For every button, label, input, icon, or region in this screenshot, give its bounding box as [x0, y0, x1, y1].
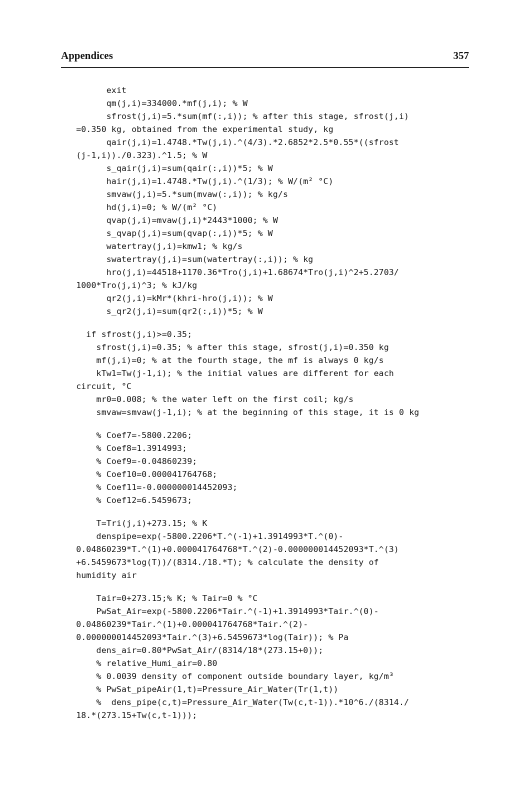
code-line: T=Tri(j,i)+273.15; % K — [66, 518, 208, 528]
code-line: qr2(j,i)=kMr*(khri-hro(j,i)); % W — [66, 293, 273, 303]
code-line: if sfrost(j,i)>=0.35; — [66, 329, 193, 339]
code-line: % relative_Humi_air=0.80 — [66, 658, 218, 668]
code-line: hd(j,i)=0; % W/(m² °C) — [66, 202, 218, 212]
code-line: dens_air=0.80*PwSat_Air/(8314/18*(273.15+0)); — [66, 645, 324, 655]
code-line: denspipe=exp(-5800.2206*T.^(-1)+1.3914993*T.^(0)- — [66, 531, 344, 541]
code-line: PwSat_Air=exp(-5800.2206*Tair.^(-1)+1.3914993*Tair.^(0)- — [66, 606, 379, 616]
code-line: % Coef12=6.5459673; — [66, 495, 193, 505]
code-line: 18.*(273.15+Tw(c,t-1))); — [66, 710, 198, 720]
code-line: 0.04860239*Tair.^(1)+0.000041764768*Tair.^(2)- — [66, 619, 309, 629]
code-line: s_qr2(j,i)=sum(qr2(:,i))*5; % W — [66, 306, 263, 316]
code-line: =0.350 kg, obtained from the experimental study, kg — [66, 124, 334, 134]
code-line: s_qvap(j,i)=sum(qvap(:,i))*5; % W — [66, 228, 273, 238]
code-line: % Coef9=-0.04860239; — [66, 456, 198, 466]
code-line: +6.5459673*log(T))/(8314./18.*T); % calculate the density of — [66, 557, 379, 567]
code-line: qair(j,i)=1.4748.*Tw(j,i).^(4/3).*2.6852*2.5*0.55*((sfrost — [66, 137, 399, 147]
code-line: smvaw=smvaw(j-1,i); % at the beginning of this stage, it is 0 kg — [66, 407, 420, 417]
code-line: hair(j,i)=1.4748.*Tw(j,i).^(1/3); % W/(m² °C) — [66, 176, 334, 186]
page-number: 357 — [453, 51, 469, 62]
code-line: (j-1,i))./0.323).^1.5; % W — [66, 150, 208, 160]
code-line — [66, 318, 476, 328]
code-line: mr0=0.008; % the water left on the first coil; kg/s — [66, 394, 354, 404]
code-line: % Coef11=-0.000000014452093; — [66, 482, 238, 492]
code-line: sfrost(j,i)=0.35; % after this stage, sfrost(j,i)=0.350 kg — [66, 342, 389, 352]
code-line: swatertray(j,i)=sum(watertray(:,i)); % kg — [66, 254, 314, 264]
code-line — [66, 419, 476, 429]
code-line: qvap(j,i)=mvaw(j,i)*2443*1000; % W — [66, 215, 278, 225]
code-line: humidity air — [66, 570, 137, 580]
code-line: qm(j,i)=334000.*mf(j,i); % W — [66, 98, 248, 108]
code-line — [66, 507, 476, 517]
code-line: % dens_pipe(c,t)=Pressure_Air_Water(Tw(c,t-1)).*10^6./(8314./ — [66, 697, 410, 707]
code-line: % Coef10=0.000041764768; — [66, 469, 218, 479]
code-line: % Coef8=1.3914993; — [66, 443, 188, 453]
code-line: % 0.0039 density of component outside boundary layer, kg/m³ — [66, 671, 394, 681]
code-line: 1000*Tro(j,i)^3; % kJ/kg — [66, 280, 198, 290]
code-line: hro(j,i)=44518+1170.36*Tro(j,i)+1.68674*Tro(j,i)^2+5.2703/ — [66, 267, 399, 277]
code-line: smvaw(j,i)=5.*sum(mvaw(:,i)); % kg/s — [66, 189, 288, 199]
code-line: circuit, °C — [66, 381, 132, 391]
code-line: 0.04860239*T.^(1)+0.000041764768*T.^(2)-0.000000014452093*T.^(3) — [66, 544, 399, 554]
running-header-title: Appendices — [61, 51, 113, 62]
code-line: 0.000000014452093*Tair.^(3)+6.5459673*log(Tair)); % Pa — [66, 632, 349, 642]
code-line — [66, 582, 476, 592]
code-line: sfrost(j,i)=5.*sum(mf(:,i)); % after this stage, sfrost(j,i) — [66, 111, 410, 121]
code-line: Tair=0+273.15;% K; % Tair=0 % °C — [66, 593, 258, 603]
code-line: s_qair(j,i)=sum(qair(:,i))*5; % W — [66, 163, 273, 173]
code-line: kTw1=Tw(j-1,i); % the initial values are different for each — [66, 368, 394, 378]
header-rule — [61, 67, 469, 68]
code-line: mf(j,i)=0; % at the fourth stage, the mf is always 0 kg/s — [66, 355, 384, 365]
code-line: watertray(j,i)=kmw1; % kg/s — [66, 241, 243, 251]
code-line: % Coef7=-5800.2206; — [66, 430, 193, 440]
matlab-code-listing — [66, 84, 476, 722]
code-line: % PwSat_pipeAir(1,t)=Pressure_Air_Water(Tr(1,t)) — [66, 684, 339, 694]
code-line: exit — [66, 85, 127, 95]
